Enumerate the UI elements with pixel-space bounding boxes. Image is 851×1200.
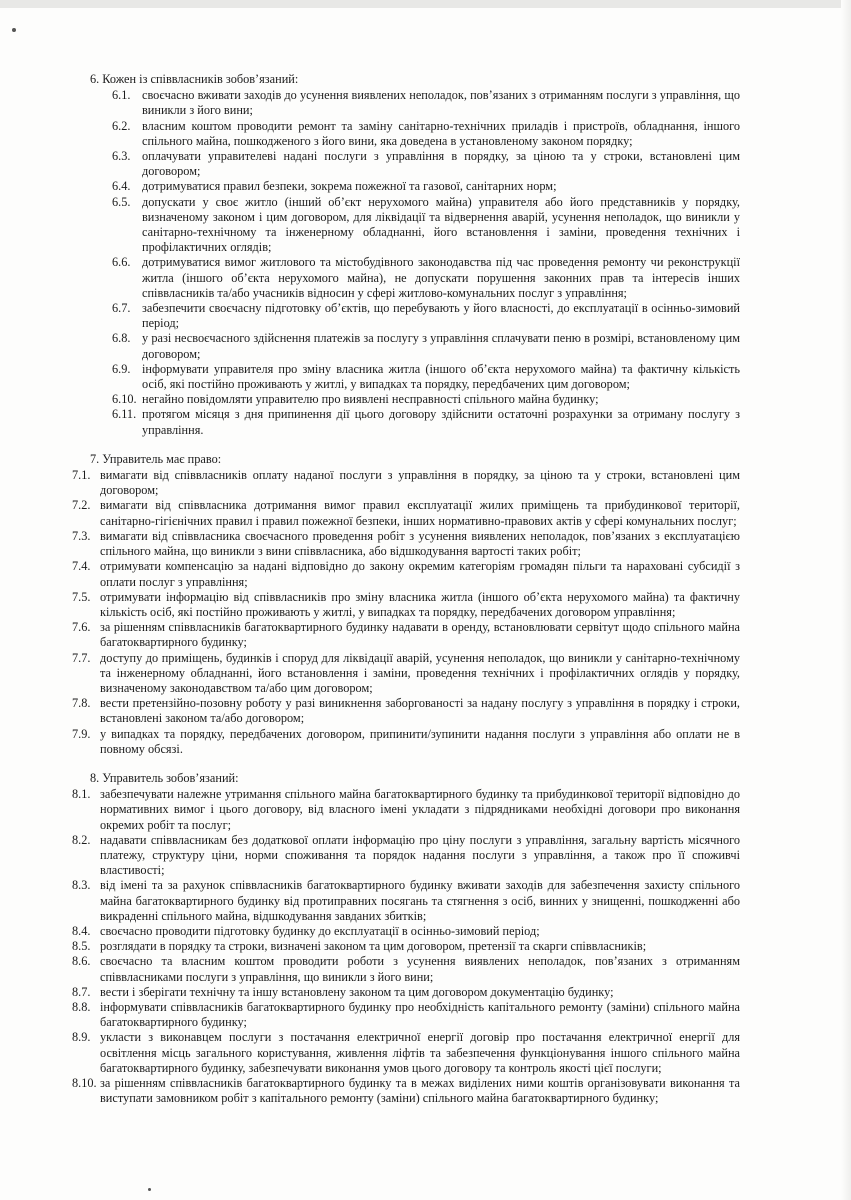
clause-text: дотримуватися правил безпеки, зокрема пожежної та газової, санітарних норм; [142, 179, 557, 194]
clause-text: доступу до приміщень, будинків і споруд для ліквідації аварій, усунення неполадок, що виникли у санітарно-технічному та інженерному обладнанні, його встановлення і заміни, проведення технічних і профілактичних оглядів у порядку, визначеному законодавством та/або цим договором; [100, 650, 740, 695]
clause-number: 7.4. [72, 559, 91, 574]
section-6-list [72, 88, 740, 438]
clause-number: 8.9. [72, 1030, 91, 1045]
clause-number: 7.9. [72, 726, 91, 741]
clause-text: допускати у своє житло (інший об’єкт нерухомого майна) управителя або його представників у порядку, визначеному законом і цим договором, для ліквідації та відвернення аварій, усунення неполадок, що виникли у санітарно-технічному та інженерному обладнанні, його встановлення і заміни, проведення технічних і профілактичних оглядів; [142, 194, 740, 255]
clause-item [72, 696, 740, 726]
section-7-list [72, 468, 740, 757]
clause-text: отримувати компенсацію за надані відповідно до закону окремим категоріям громадян пільги та нараховані субсидії з оплати послуг з управління; [100, 559, 740, 589]
clause-text: інформувати управителя про зміну власника житла (іншого об’єкта нерухомого майна) та фактичну кількість осіб, які постійно проживають у житлі, у випадках та порядку, передбачених цим договором; [142, 361, 740, 392]
clause-number: 6.8. [112, 331, 131, 346]
clause-item [72, 559, 740, 589]
clause-text: інформувати співвласників багатоквартирного будинку про необхідність капітального ремонту (заміни) спільного майна багатоквартирного будинку; [100, 999, 740, 1030]
clause-number: 8.6. [72, 954, 91, 969]
clause-item [72, 331, 740, 361]
section-6 [72, 72, 740, 438]
clause-number: 8.10. [72, 1076, 97, 1090]
clause-text: вимагати від співвласника своєчасного проведення робіт з усунення виявлених неполадок, пов’язаних з експлуатацією спільного майна, що виникли з вини співвласника, або відшкодування вартості таких робіт; [100, 528, 740, 559]
clause-item [72, 954, 740, 984]
clause-number: 6.4. [112, 179, 131, 194]
clause-item [72, 119, 740, 149]
scan-speck [148, 1188, 151, 1191]
clause-number: 7.5. [72, 589, 91, 604]
clause-number: 8.5. [72, 939, 91, 954]
clause-item [72, 255, 740, 301]
clause-text: за рішенням співвласників багатоквартирного будинку та в межах виділених ними коштів організовувати виконання та виступати замовником робіт з капітального ремонту (заміни) спільного майна багатоквартирного будинку; [100, 1076, 740, 1106]
clause-text: оплачувати управителеві надані послуги з управління в порядку, за ціною та у строки, встановлені цим договором; [142, 149, 740, 179]
clause-item [72, 468, 740, 498]
section-8-heading: 8. Управитель зобов’язаний: [90, 770, 239, 785]
section-6-heading: 6. Кожен із співвласників зобов’язаний: [90, 72, 299, 86]
clause-text: у випадках та порядку, передбачених договором, припинити/зупинити надання послуги з управління або оплати не в повному обсязі. [100, 726, 740, 756]
clause-item [72, 985, 740, 1000]
clause-number: 7.8. [72, 696, 91, 711]
clause-text: протягом місяця з дня припинення дії цього договору здійснити остаточні розрахунки за отриману послугу з управління. [142, 407, 740, 437]
section-7 [72, 452, 740, 757]
clause-number: 6.1. [112, 88, 131, 103]
clause-item [72, 833, 740, 879]
clause-text: у разі несвоєчасного здійснення платежів за послугу з управління сплачувати пеню в розмірі, встановленому цим договором; [142, 331, 740, 361]
clause-item [72, 149, 740, 179]
clause-number: 8.4. [72, 923, 91, 938]
clause-text: власним коштом проводити ремонт та заміну санітарно-технічних приладів і пристроїв, обладнання, іншого спільного майна, пошкодженого з його вини, яка доведена в установленому законом порядку; [142, 118, 740, 148]
clause-number: 7.3. [72, 528, 91, 543]
clause-item [72, 651, 740, 697]
clause-text: забезпечувати належне утримання спільного майна багатоквартирного будинку та прибудинкової території відповідно до нормативних вимог і цього договору, від власного імені укладати з підрядниками необхідні договори про виконання окремих робіт та послуг; [100, 787, 740, 832]
clause-number: 6.11. [112, 407, 137, 422]
clause-number: 6.5. [112, 194, 131, 209]
clause-item [72, 939, 740, 954]
clause-item [72, 1030, 740, 1076]
clause-text: за рішенням співвласників багатоквартирного будинку надавати в оренду, встановлювати сервітут щодо спільного майна багатоквартирного будинку; [100, 620, 740, 650]
clause-number: 6.3. [112, 149, 131, 164]
clause-item [72, 529, 740, 559]
clause-text: забезпечити своєчасну підготовку об’єктів, що перебувають у його власності, до експлуатації в осінньо-зимовий період; [142, 301, 740, 331]
clause-number: 7.2. [72, 498, 91, 513]
scan-speck [12, 28, 16, 32]
clause-item [72, 179, 740, 194]
clause-number: 8.2. [72, 832, 91, 847]
clause-number: 6.9. [112, 361, 131, 376]
clause-item [72, 590, 740, 620]
clause-number: 7.1. [72, 468, 91, 483]
scan-top-edge [0, 0, 851, 8]
clause-item [72, 301, 740, 331]
clause-number: 6.10. [112, 392, 137, 407]
clause-item [72, 727, 740, 757]
section-7-heading: 7. Управитель має право: [90, 451, 222, 466]
clause-text: вести і зберігати технічну та іншу встановлену законом та цим договором документацію будинку; [100, 984, 614, 999]
clause-number: 7.6. [72, 620, 91, 635]
clause-text: вести претензійно-позовну роботу у разі виникнення заборгованості за надану послугу з управління в порядку і строки, встановлені законом та/або договором; [100, 696, 740, 726]
clause-text: отримувати інформацію від співвласників про зміну власника житла (іншого об’єкта нерухомого майна) та фактичну кількість осіб, які постійно проживають у житлі, у випадках та порядку, передбачених договором управління; [100, 589, 740, 619]
clause-number: 8.8. [72, 999, 91, 1014]
clause-text: негайно повідомляти управителю про виявлені несправності спільного майна будинку; [142, 392, 599, 407]
clause-text: вимагати від співвласника дотримання вимог правил експлуатації жилих приміщень та прибудинкової території, санітарно-гігієнічних правил і правил пожежної безпеки, інших нормативно-правових актів у сфері комунальних послуг; [100, 498, 740, 528]
clause-item [72, 195, 740, 256]
clause-item [72, 620, 740, 650]
clause-item [72, 498, 740, 528]
clause-text: своєчасно та власним коштом проводити роботи з усунення виявлених неполадок, пов’язаних з отриманням співвласниками послуги з управління, що виникли з його вини; [100, 954, 740, 984]
scan-right-edge [841, 0, 851, 1200]
clause-item [72, 1076, 740, 1106]
clause-item [72, 407, 740, 437]
clause-item [72, 1000, 740, 1030]
section-8-list [72, 787, 740, 1106]
clause-number: 6.2. [112, 118, 131, 133]
clause-item [72, 392, 740, 407]
clause-text: вимагати від співвласників оплату наданої послуги з управління в порядку, за ціною та у строки, встановлені цим договором; [100, 468, 740, 498]
document-body [72, 72, 740, 1106]
clause-number: 6.7. [112, 301, 131, 316]
clause-item [72, 924, 740, 939]
clause-text: від імені та за рахунок співвласників багатоквартирного будинку вживати заходів для забезпечення захисту спільного майна багатоквартирного будинку від протиправних посягань та стягнення з осіб, винних у знищенні, пошкодженні або викраденні спільного майна, відшкодування завданих збитків; [100, 878, 740, 923]
clause-item [72, 88, 740, 118]
clause-number: 8.1. [72, 787, 91, 802]
clause-number: 8.3. [72, 878, 91, 893]
clause-text: надавати співвласникам без додаткової оплати інформацію про ціну послуги з управління, загальну вартість місячного платежу, структуру ціни, норми споживання та порядок надання послуги з управління, а також про її споживчі властивості; [100, 832, 740, 878]
clause-item [72, 362, 740, 392]
clause-number: 6.6. [112, 255, 131, 270]
section-8 [72, 771, 740, 1106]
clause-text: розглядати в порядку та строки, визначені законом та цим договором, претензії та скарги співвласників; [100, 939, 647, 954]
clause-item [72, 878, 740, 924]
clause-number: 8.7. [72, 984, 91, 999]
clause-text: своєчасно вживати заходів до усунення виявлених неполадок, пов’язаних з отриманням послуги з управління, що виникли з його вини; [142, 88, 740, 118]
clause-item [72, 787, 740, 833]
clause-text: укласти з виконавцем послуги з постачання електричної енергії договір про постачання електричної енергії для освітлення місць загального користування, живлення ліфтів та забезпечення функціонування іншого спільного майна багатоквартирного будинку, забезпечувати виконання умов цього договору та контроль якості цієї послуги; [100, 1030, 740, 1075]
clause-text: своєчасно проводити підготовку будинку до експлуатації в осінньо-зимовий період; [100, 923, 540, 938]
clause-text: дотримуватися вимог житлового та містобудівного законодавства під час проведення ремонту чи реконструкції житла (іншого об’єкта нерухомого майна), не допускати порушення законних прав та інтересів інших співвласників та/або учасників відносин у сфері житлово-комунальних послуг з управління; [142, 255, 740, 300]
clause-number: 7.7. [72, 650, 91, 665]
